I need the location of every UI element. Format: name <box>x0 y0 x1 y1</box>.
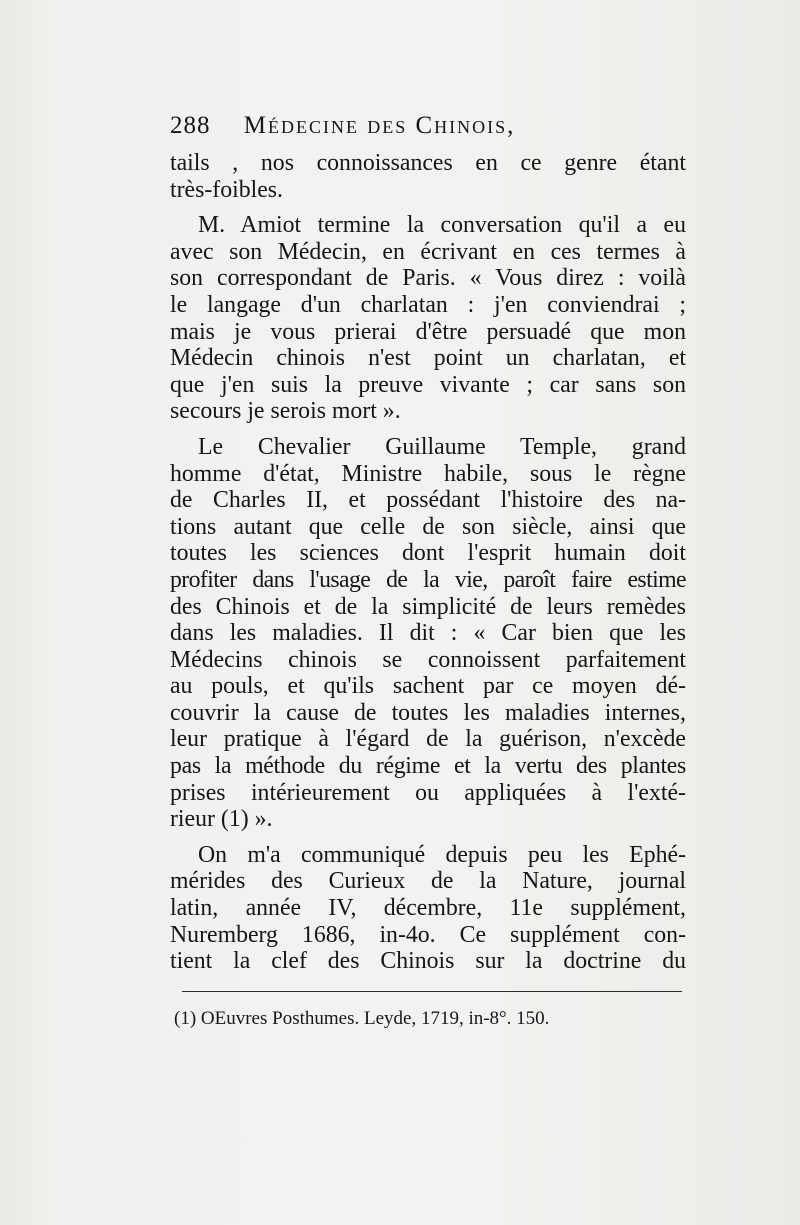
running-head <box>170 112 690 140</box>
text-line: Le Chevalier Guillaume Temple, grand <box>198 433 686 460</box>
text-line: au pouls, et qu'ils sachent par ce moyen dé- <box>170 673 686 700</box>
text-line: profiter dans l'usage de la vie, paroît faire estime <box>170 566 686 593</box>
running-title: Médecine des Chinois, <box>243 112 516 139</box>
text-line: très-foibles. <box>170 176 284 203</box>
text-line: Médecin chinois n'est point un charlatan, et <box>170 345 686 372</box>
body-text <box>170 150 686 975</box>
footnote: (1) OEuvres Posthumes. Leyde, 1719, in-8°. 150. <box>174 1008 550 1029</box>
text-line: couvrir la cause de toutes les maladies internes, <box>170 699 686 726</box>
text-line: de Charles II, et possédant l'histoire des na- <box>170 487 686 514</box>
text-line: mais je vous prierai d'être persuadé que mon <box>170 318 686 345</box>
text-line: secours je serois mort ». <box>170 398 401 425</box>
text-line: Médecins chinois se connoissent parfaitement <box>170 646 686 673</box>
text-line: le langage d'un charlatan : j'en conviendrai ; <box>170 291 686 318</box>
text-line: rieur (1) ». <box>170 806 273 833</box>
text-line: homme d'état, Ministre habile, sous le règne <box>170 460 686 487</box>
paragraph <box>170 212 686 425</box>
text-line: toutes les sciences dont l'esprit humain doit <box>170 540 686 567</box>
text-line: pas la méthode du régime et la vertu des plantes <box>170 753 686 780</box>
footnote-divider <box>182 991 682 992</box>
paragraph <box>170 842 686 975</box>
text-line: son correspondant de Paris. « Vous direz : voilà <box>170 265 686 292</box>
text-line: avec son Médecin, en écrivant en ces termes à <box>170 238 686 265</box>
paragraph <box>170 434 686 833</box>
text-line: que j'en suis la preuve vivante ; car sans son <box>170 371 686 398</box>
text-line: M. Amiot termine la conversation qu'il a eu <box>198 212 686 239</box>
page-number: 288 <box>170 112 211 139</box>
text-line: prises intérieurement ou appliquées à l'exté- <box>170 779 686 806</box>
text-line: leur pratique à l'égard de la guérison, n'excède <box>170 726 686 753</box>
text-line: Nuremberg 1686, in-4o. Ce supplément con- <box>170 921 686 948</box>
text-line: tails , nos connoissances en ce genre étant <box>170 150 686 176</box>
text-line: tions autant que celle de son siècle, ainsi que <box>170 513 686 540</box>
text-line: On m'a communiqué depuis peu les Ephé- <box>198 841 686 868</box>
text-line: dans les maladies. Il dit : « Car bien que les <box>170 620 686 647</box>
paragraph <box>170 150 686 203</box>
text-line: des Chinois et de la simplicité de leurs remèdes <box>170 593 686 620</box>
text-line: mérides des Curieux de la Nature, journal <box>170 868 686 895</box>
text-line: tient la clef des Chinois sur la doctrine du <box>170 948 686 975</box>
text-line: latin, année IV, décembre, 11e supplément, <box>170 895 686 922</box>
